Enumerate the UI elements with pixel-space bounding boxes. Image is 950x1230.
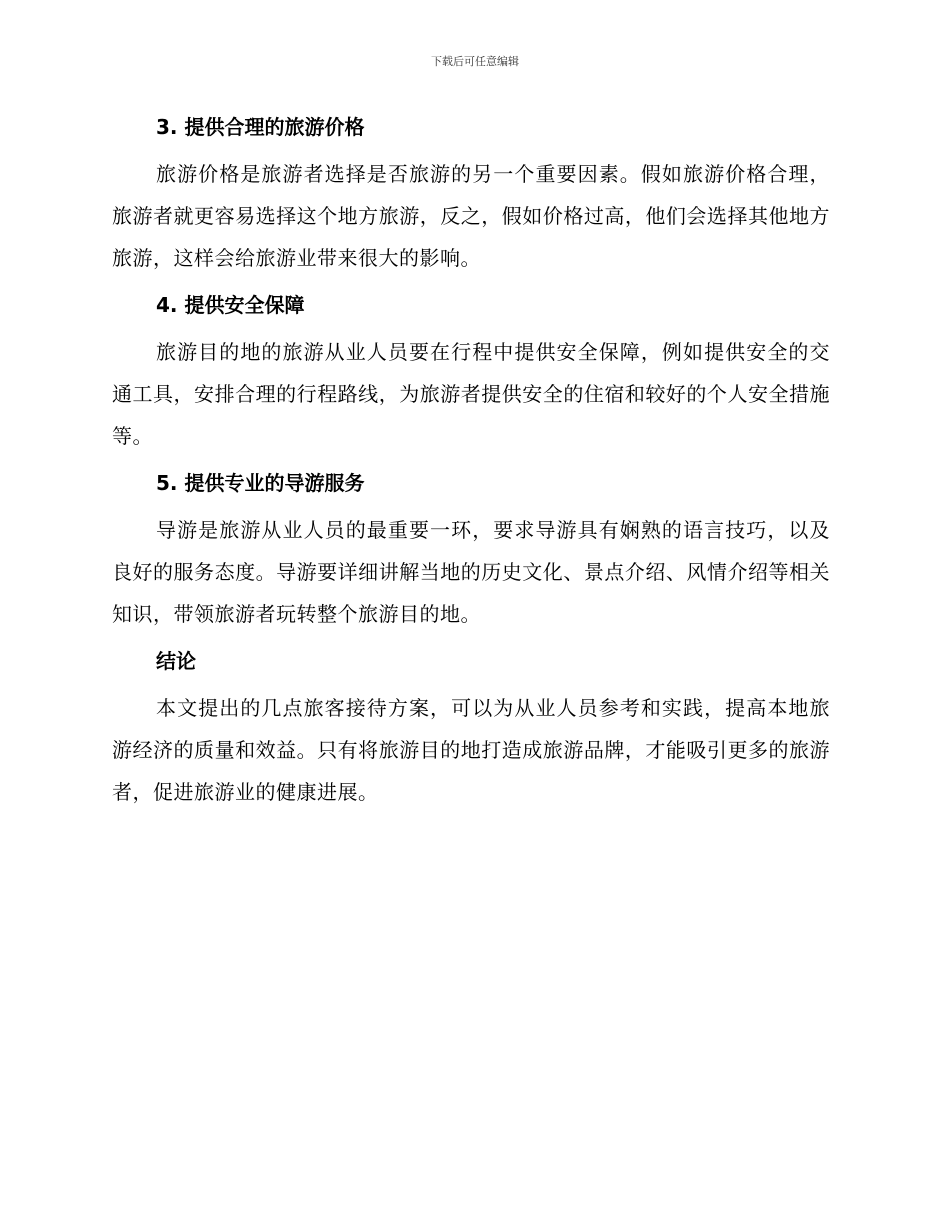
page-header: 下载后可任意编辑 (431, 55, 519, 68)
section-title-conclusion: 结论 (156, 649, 196, 673)
section-title-safety: 4. 提供安全保障 (156, 293, 305, 317)
section-title-price: 3. 提供合理的旅游价格 (156, 115, 365, 139)
paragraph-conclusion: 本文提出的几点旅客接待方案，可以为从业人员参考和实践，提高本地旅游经济的质量和效益。只有将旅游目的地打造成旅游品牌，才能吸引更多的旅游者，促进旅游业的健康进展。 (112, 696, 830, 804)
paragraph-guide: 导游是旅游从业人员的最重要一环，要求导游具有娴熟的语言技巧，以及良好的服务态度。导游要详细讲解当地的历史文化、景点介绍、风情介绍等相关知识，带领旅游者玩转整个旅游目的地。 (112, 518, 830, 626)
document-body (112, 111, 830, 813)
paragraph-price: 旅游价格是旅游者选择是否旅游的另一个重要因素。假如旅游价格合理，旅游者就更容易选择这个地方旅游，反之，假如价格过高，他们会选择其他地方旅游，这样会给旅游业带来很大的影响。 (112, 162, 830, 270)
paragraph-safety: 旅游目的地的旅游从业人员要在行程中提供安全保障，例如提供安全的交通工具，安排合理的行程路线，为旅游者提供安全的住宿和较好的个人安全措施等。 (112, 340, 830, 448)
section-title-guide: 5. 提供专业的导游服务 (156, 471, 365, 495)
